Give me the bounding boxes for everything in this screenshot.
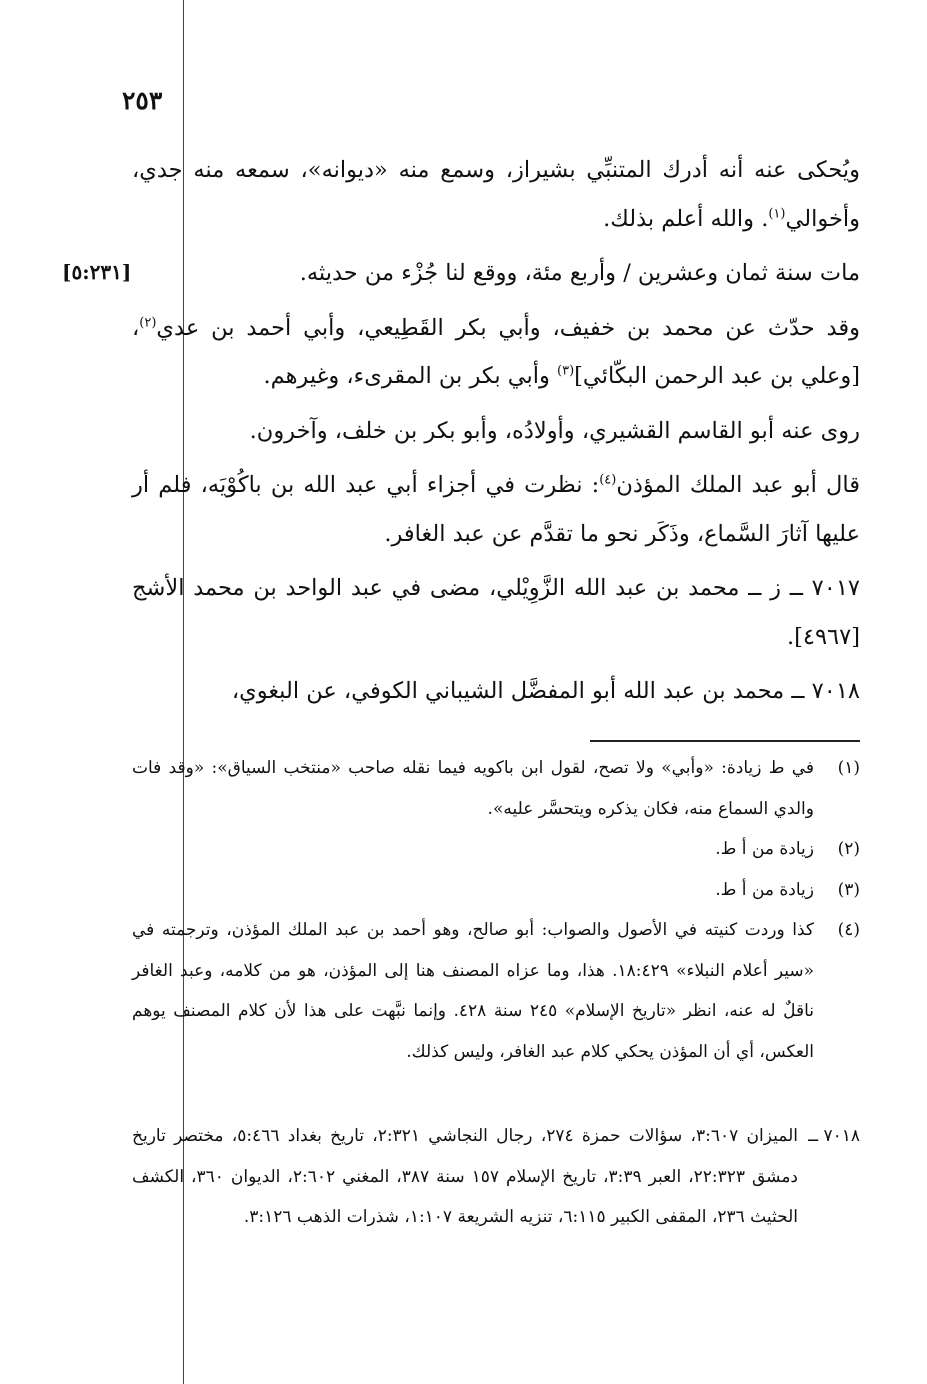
entry-7017 <box>132 564 860 661</box>
source-entry <box>132 1116 860 1238</box>
footnote <box>132 870 860 911</box>
paragraph-text: ٧٠١٨ ــ محمد بن عبد الله أبو المفضَّل الشيباني الكوفي، عن البغوي، <box>231 678 860 704</box>
paragraph-text: ٧٠١٧ ــ ز ــ محمد بن عبد الله الزَّوِيْلي، مضى في عبد الواحد بن محمد الأشج [٤٩٦٧]. <box>132 575 860 650</box>
paragraph-text: قال أبو عبد الملك المؤذن <box>616 472 860 498</box>
paragraph-text: وأبي بكر بن المقرىء، وغيرهم. <box>263 363 558 389</box>
footnote-separator <box>590 740 860 742</box>
paragraph-text: . والله أعلم بذلك. <box>603 205 769 232</box>
footnote-text: كذا وردت كنيته في الأصول والصواب: أبو صالح، وهو أحمد بن عبد الملك المؤذن، وترجمته في «سير أعلام النبلاء» ١٨:٤٢٩. هذا، وما عزاه المصنف هنا إلى المؤذن، هو من كلامه، وعبد الغافر ناقلٌ له عنه، انظر «تاريخ الإسلام» ٢٤٥ سنة ٤٢٨. وإنما نبَّهت على هذا لأن كلام المصنف يوهم العكس، أي أن المؤذن يحكي كلام عبد الغافر، وليس كذلك. <box>132 920 815 1062</box>
margin-reference: [٥:٢٣١] <box>62 260 132 284</box>
footnote-text: زيادة من أ ط. <box>715 879 814 900</box>
page-number: ٢٥٣ <box>122 86 163 115</box>
entry-7018 <box>132 667 860 716</box>
paragraph-3 <box>132 304 860 401</box>
footnote-number: (٢) <box>837 839 860 859</box>
paragraph-2 <box>132 249 860 298</box>
footnote-number: (٤) <box>837 920 860 940</box>
paragraph-4 <box>132 407 860 456</box>
footnote <box>132 910 860 1072</box>
footnote-ref: (١) <box>768 206 786 221</box>
footnote-number: (٣) <box>837 879 860 900</box>
paragraph-text: وقد حدّث عن محمد بن خفيف، وأبي بكر القَطِيعي، وأبي أحمد بن عدي <box>156 314 860 341</box>
footnote-ref: (٤) <box>599 472 617 488</box>
source-number: ٧٠١٨ ــ <box>808 1126 860 1146</box>
footnote <box>132 829 860 870</box>
paragraph-text: ، [وعلي بن عبد الرحمن البكّائي] <box>132 314 860 389</box>
paragraph-1 <box>132 146 860 243</box>
paragraph-text: روى عنه أبو القاسم القشيري، وأولادُه، وأبو بكر بن خلف، وآخرون. <box>249 417 860 444</box>
sources <box>132 1116 860 1238</box>
paragraph-text: مات سنة ثمان وعشرين / وأربع مئة، ووقع لنا جُزْء من حديثه. <box>299 260 860 286</box>
footnote <box>132 748 860 829</box>
paragraph-5 <box>132 461 860 558</box>
footnote-ref: (٣) <box>557 363 575 379</box>
footnotes <box>132 748 860 1072</box>
source-text: الميزان ٣:٦٠٧، سؤالات حمزة ٢٧٤، رجال النجاشي ٢:٣٢١، تاريخ بغداد ٥:٤٦٦، مختصر تاريخ دمشق ٢٢:٣٢٣، العبر ٣:٣٩، تاريخ الإسلام ١٥٧ سنة ٣٨٧، المغني ٢:٦٠٢، الديوان ٣٦٠، الكشف الحثيث ٢٣٦، المقفى الكبير ٦:١١٥، تنزيه الشريعة ١:١٠٧، شذرات الذهب ٣:١٢٦. <box>132 1126 799 1227</box>
footnote-ref: (٢) <box>139 315 157 330</box>
footnote-text: زيادة من أ ط. <box>715 839 814 859</box>
footnote-number: (١) <box>837 758 860 778</box>
footnote-text: في ط زيادة: «وأبي» ولا تصح، لقول ابن باكويه فيما نقله صاحب «منتخب السياق»: «وقد فات والدي السماع منه، فكان يذكره ويتحسَّر عليه». <box>132 758 814 819</box>
paragraph-text: : نظرت في أجزاء أبي عبد الله بن باكُوْيَه، فلم أر عليها آثارَ السَّماع، وذَكَر نحو ما تقدَّم عن عبد الغافر. <box>132 472 860 547</box>
main-text <box>132 146 860 722</box>
paragraph-text: ويُحكى عنه أنه أدرك المتنبِّي بشيراز، وسمع منه «ديوانه»، سمعه منه جدي، وأخوالي <box>132 157 860 232</box>
